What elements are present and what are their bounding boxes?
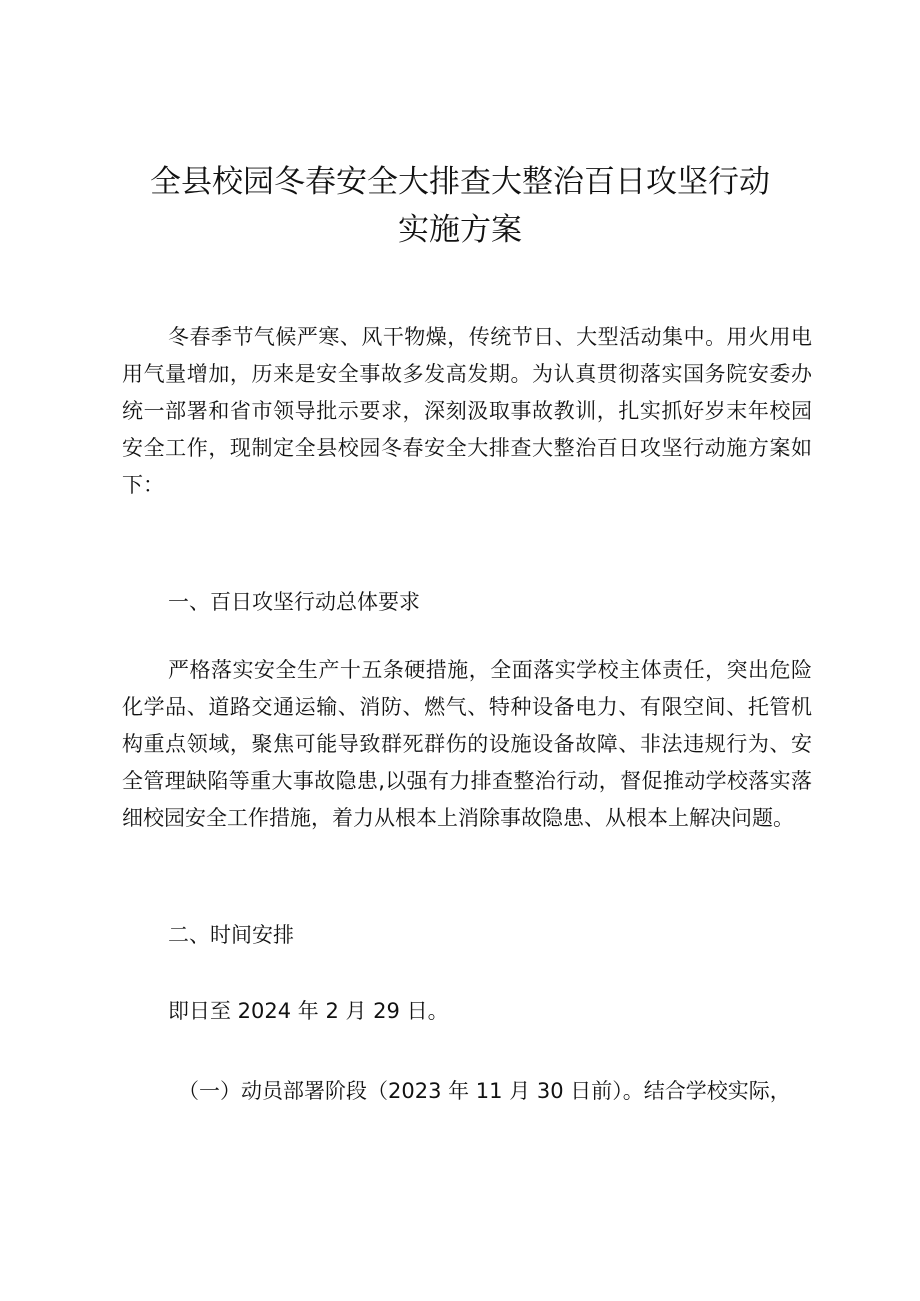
section1-line: 细校园安全工作措施，着力从根本上消除事故隐患、从根本上解决问题。	[122, 806, 794, 830]
section1-line: 全管理缺陷等重大事故隐患,以强有力排查整治行动，督促推动学校落实落	[122, 769, 812, 793]
intro-line: 安全工作，现制定全县校园冬春安全大排查大整治百日攻坚行动施方案如	[122, 436, 812, 460]
section1-line: 构重点领域，聚焦可能导致群死群伤的设施设备故障、非法违规行为、安	[122, 732, 812, 756]
intro-paragraph	[122, 319, 812, 504]
section1-line: 化学品、道路交通运输、消防、燃气、特种设备电力、有限空间、托管机	[122, 695, 812, 719]
document-title-line2: 实施方案	[398, 212, 522, 248]
section2-item1: （一）动员部署阶段（2023 年 11 月 30 日前）。结合学校实际，	[178, 1079, 791, 1103]
document-title-line1: 全县校园冬春安全大排查大整治百日攻坚行动	[150, 164, 770, 200]
section2-text: 即日至 2024 年 2 月 29 日。	[168, 999, 449, 1023]
section1-heading: 一、百日攻坚行动总体要求	[168, 590, 420, 614]
intro-line: 统一部署和省市领导批示要求，深刻汲取事故教训，扎实抓好岁末年校园	[122, 399, 812, 423]
section2-heading: 二、时间安排	[168, 923, 294, 947]
intro-line: 下：	[122, 473, 164, 497]
section1-line: 严格落实安全生产十五条硬措施，全面落实学校主体责任，突出危险	[168, 658, 812, 682]
intro-line: 冬春季节气候严寒、风干物燥，传统节日、大型活动集中。用火用电	[168, 325, 812, 349]
section1-paragraph	[122, 652, 812, 837]
intro-line: 用气量增加，历来是安全事故多发高发期。为认真贯彻落实国务院安委办	[122, 362, 812, 386]
